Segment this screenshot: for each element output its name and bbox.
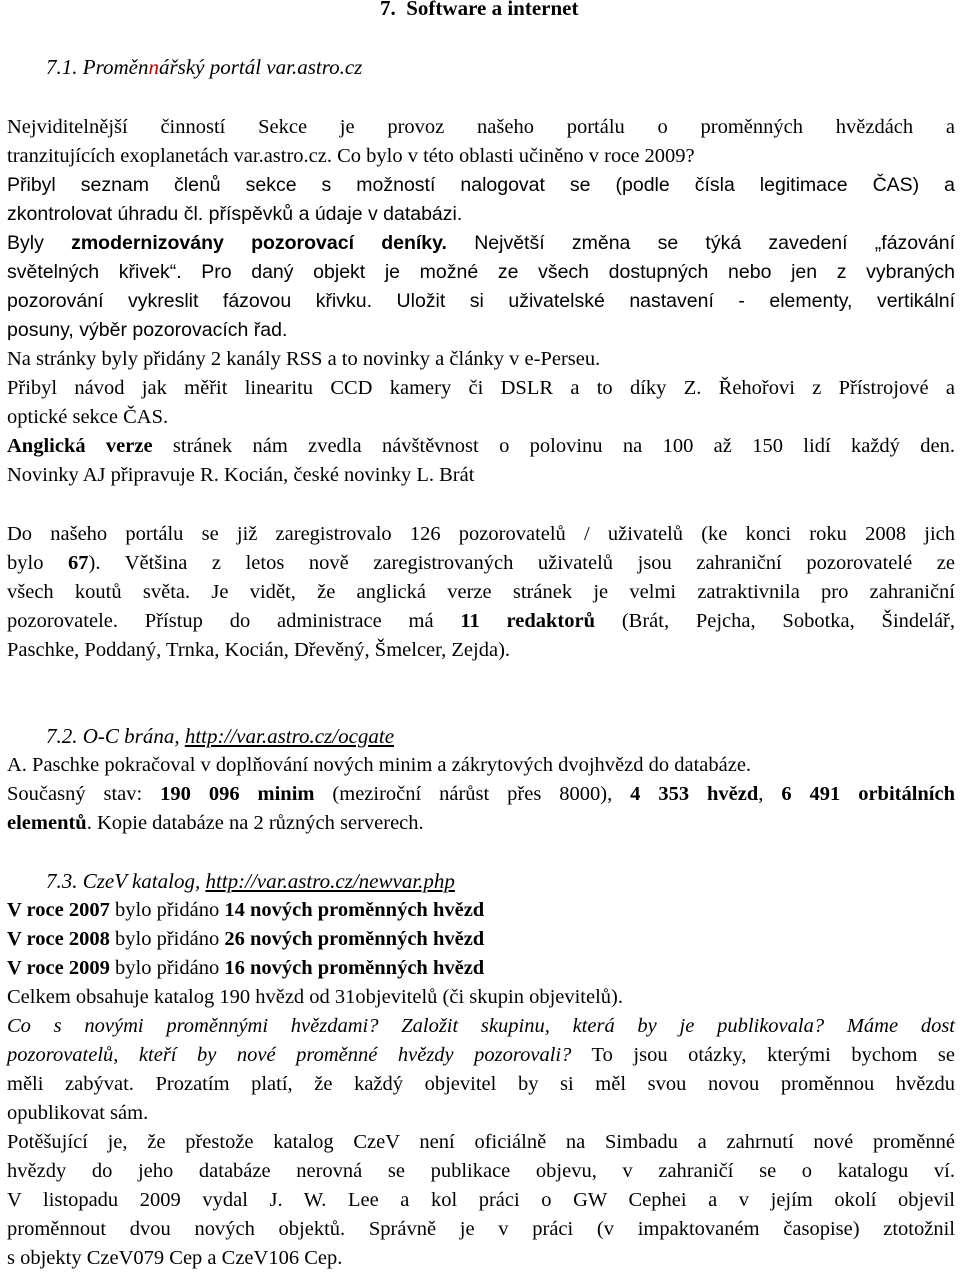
newvar-link[interactable]: http://var.astro.cz/newvar.php bbox=[205, 869, 455, 893]
paragraph-line: Přibyl seznam členů sekce s možností nalogovat se (podle čísla legitimace ČAS) a bbox=[7, 174, 955, 196]
year-line: V roce 2007 bylo přidáno 14 nových proměnných hvězd bbox=[7, 899, 485, 921]
year-line: V roce 2008 bylo přidáno 26 nových proměnných hvězd bbox=[7, 928, 485, 950]
paragraph-line: Potěšující je, že přestože katalog CzeV není oficiálně na Simbadu a zahrnutí nové proměnné bbox=[7, 1131, 955, 1153]
paragraph-line: Co s novými proměnnými hvězdami? Založit skupinu, která by je publikovala? Máme dost bbox=[7, 1015, 955, 1037]
paragraph-line: elementů. Kopie databáze na 2 různých serverech. bbox=[7, 812, 424, 834]
section-heading bbox=[380, 0, 579, 21]
paragraph-line: měli zabývat. Prozatím platí, že každý objevitel by si měl svou novou proměnnou hvězdu bbox=[7, 1073, 955, 1095]
paragraph-line: pozorovatelů, kteří by nové proměnné hvězdy pozorovali? To jsou otázky, kterými bychom se bbox=[7, 1044, 956, 1066]
paragraph-line: V listopadu 2009 vydal J. W. Lee a kol práci o GW Cephei a v jejím okolí objevil bbox=[7, 1189, 955, 1211]
paragraph-line: Novinky AJ připravuje R. Kocián, české novinky L. Brát bbox=[7, 464, 475, 486]
paragraph-line: posuny, výběr pozorovacích řad. bbox=[7, 319, 288, 341]
paragraph-line: proměnnout dvou nových objektů. Správně je v práci (v impaktovaném časopise) ztotožnil bbox=[7, 1218, 955, 1240]
paragraph-line: A. Paschke pokračoval v doplňování nových minim a zákrytových dvojhvězd do databáze. bbox=[7, 754, 752, 776]
paragraph-line: Současný stav: 190 096 minim (meziroční nárůst přes 8000), 4 353 hvězd, 6 491 orbitálních bbox=[7, 783, 956, 805]
paragraph-line: Paschke, Poddaný, Trnka, Kocián, Dřevěný, Šmelcer, Zejda). bbox=[7, 639, 511, 661]
paragraph-line: pozorování vykreslit fázovou křivku. Uložit si uživatelské nastavení - elementy, vertikální bbox=[7, 290, 955, 312]
paragraph-line: Přibyl návod jak měřit linearitu CCD kamery či DSLR a to díky Z. Řehořovi z Přístrojové a bbox=[7, 377, 955, 399]
paragraph-line: zkontrolovat úhradu čl. příspěvků a údaje v databázi. bbox=[7, 203, 463, 225]
paragraph-line: optické sekce ČAS. bbox=[7, 406, 169, 428]
paragraph-line: všech koutů světa. Je vidět, že anglická verze stránek je velmi zatraktivnila pro zahraniční bbox=[7, 581, 955, 603]
paragraph-line: hvězdy do jeho databáze nerovná se publikace objevu, v zahraničí se o katalogu ví. bbox=[7, 1160, 955, 1182]
paragraph-line: tranzitujících exoplanetách var.astro.cz. Co bylo v této oblasti učiněno v roce 2009? bbox=[7, 145, 695, 167]
paragraph-line: Anglická verze stránek nám zvedla návštěvnost o polovinu na 100 až 150 lidí každý den. bbox=[7, 435, 955, 457]
paragraph-line: Nejviditelnější činností Sekce je provoz našeho portálu o proměnných hvězdách a bbox=[7, 116, 955, 138]
paragraph-line: bylo 67). Většina z letos nově zaregistrovaných uživatelů jsou zahraniční pozorovatelé ze bbox=[7, 552, 955, 574]
paragraph-line: světelných křivek“. Pro daný objekt je možné ze všech dostupných nebo jen z vybraných bbox=[7, 261, 955, 283]
paragraph-line: Celkem obsahuje katalog 190 hvězd od 31objevitelů (či skupin objevitelů). bbox=[7, 986, 624, 1008]
paragraph-line: s objekty CzeV079 Cep a CzeV106 Cep. bbox=[7, 1247, 343, 1269]
paragraph-line: Byly zmodernizovány pozorovací deníky. Největší změna se týká zavedení „fázování bbox=[7, 232, 955, 254]
heading-number: 7. bbox=[380, 0, 396, 20]
paragraph-line: pozorovatele. Přístup do administrace má 11 redaktorů (Brát, Pejcha, Sobotka, Šindelář, bbox=[7, 610, 955, 632]
heading-title: Software a internet bbox=[406, 0, 579, 20]
paragraph-line: Na stránky byly přidány 2 kanály RSS a to novinky a články v e-Perseu. bbox=[7, 348, 601, 370]
subsection-7-3-title: 7.3. CzeV katalog, http://var.astro.cz/newvar.php bbox=[46, 869, 455, 893]
subsection-7-2-title: 7.2. O-C brána, http://var.astro.cz/ocgate bbox=[46, 724, 395, 748]
subsection-7-1-title: 7.1. Proměnnářský portál var.astro.cz bbox=[46, 55, 363, 79]
paragraph-line: opublikovat sám. bbox=[7, 1102, 149, 1124]
paragraph-line: Do našeho portálu se již zaregistrovalo 126 pozorovatelů / uživatelů (ke konci roku 2008 jich bbox=[7, 523, 955, 545]
ocgate-link[interactable]: http://var.astro.cz/ocgate bbox=[184, 724, 395, 748]
year-line: V roce 2009 bylo přidáno 16 nových proměnných hvězd bbox=[7, 957, 485, 979]
